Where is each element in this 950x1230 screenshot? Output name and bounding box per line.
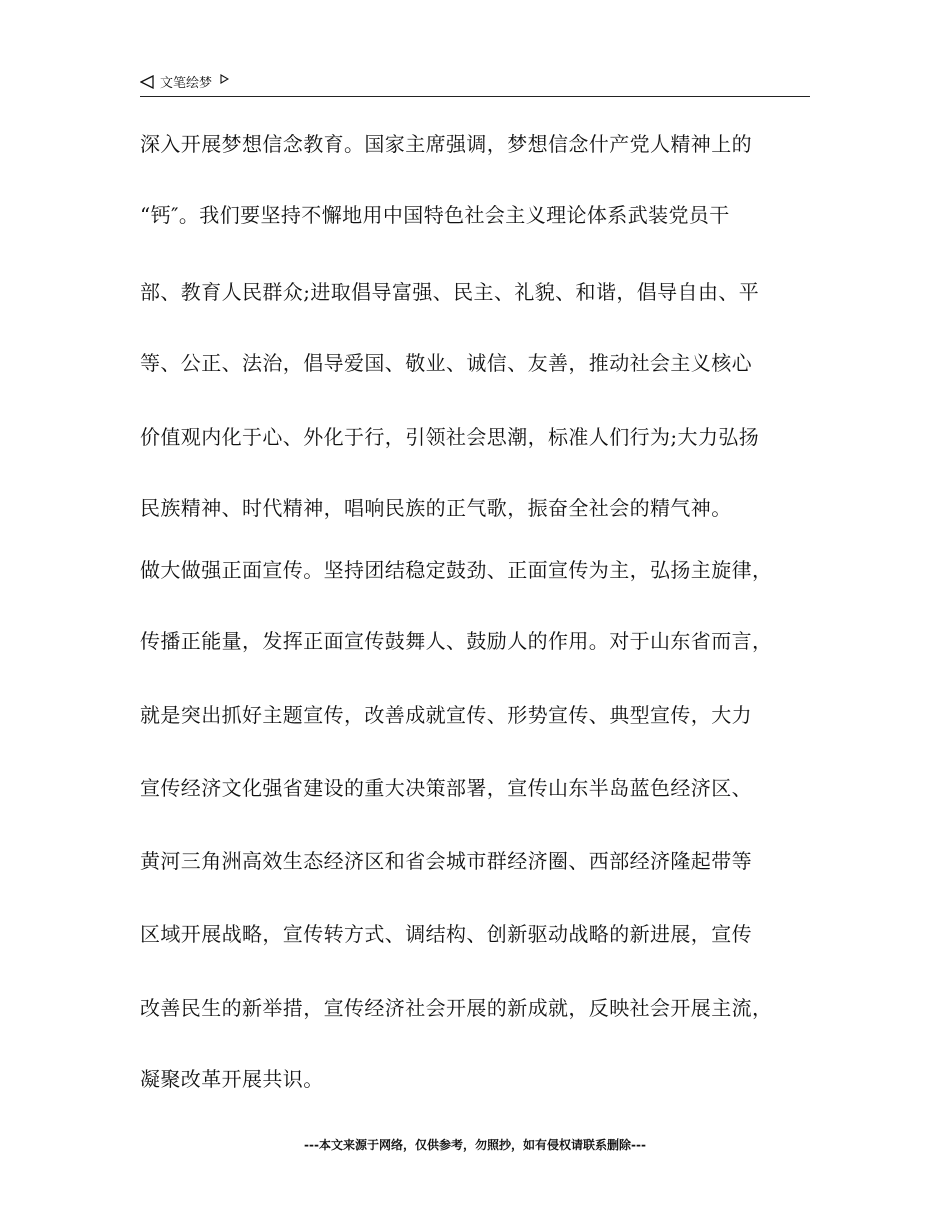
- document-body: [140, 0, 820, 1230]
- body-line: 黄河三角洲高效生态经济区和省会城市群经济圈、西部经济隆起带等: [140, 849, 752, 873]
- body-line: 深入开展梦想信念教育。国家主席强调，梦想信念什产党人精神上的: [140, 132, 752, 156]
- body-line: “钙″。我们要坚持不懈地用中国特色社会主义理论体系武装党员干: [140, 203, 730, 227]
- body-line: 改善民生的新举措，宣传经济社会开展的新成就，反映社会开展主流，: [140, 996, 773, 1020]
- body-line: 宣传经济文化强省建设的重大决策部署，宣传山东半岛蓝色经济区、: [140, 776, 752, 800]
- body-line: 价值观内化于心、外化于行，引领社会思潮，标准人们行为;大力弘扬: [140, 425, 760, 449]
- body-line: 就是突出抓好主题宣传，改善成就宣传、形势宣传、典型宣传，大力: [140, 703, 752, 727]
- body-line: 民族精神、时代精神，唱响民族的正气歌，振奋全社会的精气神。: [140, 496, 732, 520]
- header-brand-text: 文笔绘梦: [160, 76, 213, 91]
- body-line: 做大做强正面宣传。坚持团结稳定鼓劲、正面宣传为主，弘扬主旋律，: [140, 558, 773, 582]
- body-line: 传播正能量，发挥正面宣传鼓舞人、鼓励人的作用。对于山东省而言，: [140, 629, 773, 653]
- body-line: 等、公正、法治，倡导爱国、敬业、诚信、友善，推动社会主义核心: [140, 351, 752, 375]
- body-line: 凝聚改革开展共识。: [140, 1067, 324, 1091]
- page-footer: ---本文来源于网络，仅供参考，勿照抄，如有侵权请联系删除---: [304, 1138, 646, 1152]
- body-line: 部、教育人民群众;进取倡导富强、民主、礼貌、和谐，倡导自由、平: [140, 280, 760, 304]
- body-line: 区域开展战略，宣传转方式、调结构、创新驱动战略的新进展，宣传: [140, 922, 752, 946]
